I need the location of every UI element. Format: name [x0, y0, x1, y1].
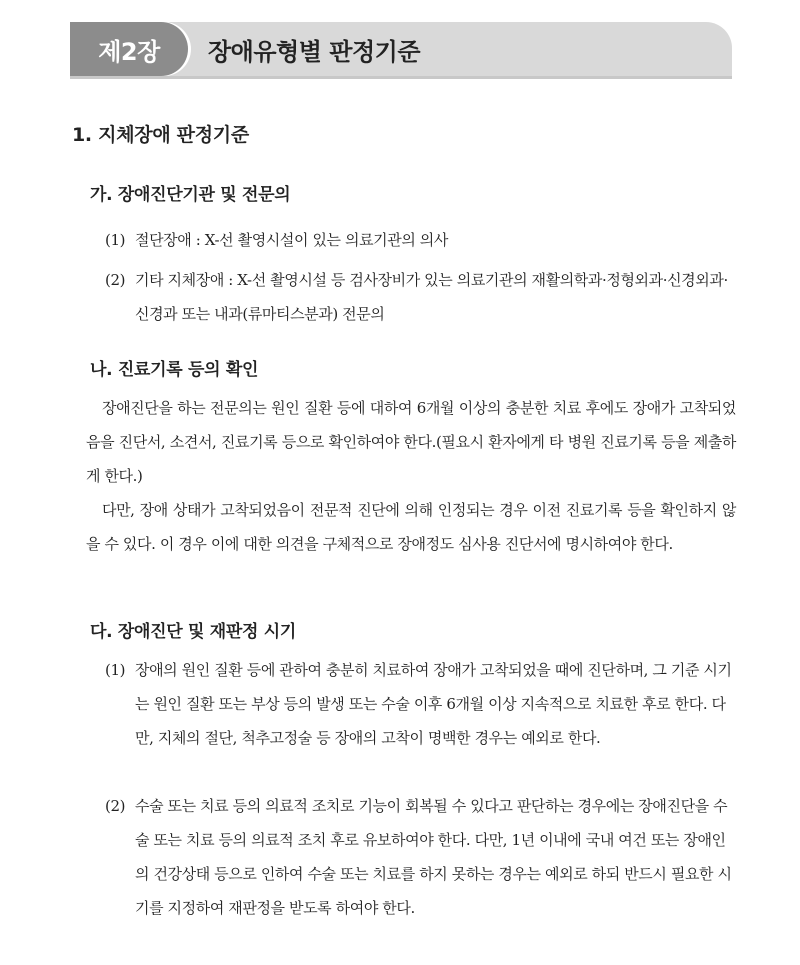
item-number: (1)	[105, 661, 126, 679]
chapter-title: 장애유형별 판정기준	[208, 37, 421, 66]
list-item	[105, 653, 735, 755]
subsection-title-da: 다. 장애진단 및 재판정 시기	[90, 622, 296, 642]
item-number: (1)	[105, 231, 126, 249]
subsection-title-na: 나. 진료기록 등의 확인	[90, 360, 259, 380]
list-item	[105, 789, 735, 925]
item-number: (2)	[105, 797, 126, 815]
section-title: 1. 지체장애 판정기준	[72, 124, 249, 146]
item-number: (2)	[105, 271, 126, 289]
paragraph: 장애진단을 하는 전문의는 원인 질환 등에 대하여 6개월 이상의 충분한 치료 후에도 장애가 고착되었음을 진단서, 소견서, 진료기록 등으로 확인하여야 한다.(필요시 환자에게 타 병원 진료기록 등을 제출하게 한다.)	[86, 399, 736, 485]
paragraph: 다만, 장애 상태가 고착되었음이 전문적 진단에 의해 인정되는 경우 이전 진료기록 등을 확인하지 않을 수 있다. 이 경우 이에 대한 의견을 구체적으로 장애정도 심사용 진단서에 명시하여야 한다.	[86, 501, 736, 553]
item-text: 기타 지체장애 : X-선 촬영시설 등 검사장비가 있는 의료기관의 재활의학과·정형외과·신경외과·신경과 또는 내과(류마티스분과) 전문의	[135, 271, 728, 323]
item-text: 절단장애 : X-선 촬영시설이 있는 의료기관의 의사	[135, 231, 448, 249]
item-text: 장애의 원인 질환 등에 관하여 충분히 치료하여 장애가 고착되었을 때에 진단하며, 그 기준 시기는 원인 질환 또는 부상 등의 발생 또는 수술 이후 6개월 이상 지속적으로 치료한 후로 한다. 다만, 지체의 절단, 척추고정술 등 장애의 고착이 명백한 경우는 예외로 한다.	[135, 661, 732, 747]
subsection-title-ga: 가. 장애진단기관 및 전문의	[90, 185, 291, 205]
list-item	[105, 263, 741, 331]
item-text: 수술 또는 치료 등의 의료적 조치로 기능이 회복될 수 있다고 판단하는 경우에는 장애진단을 수술 또는 치료 등의 의료적 조치 후로 유보하여야 한다. 다만, 1년 이내에 국내 여건 또는 장애인의 건강상태 등으로 인하여 수술 또는 치료를 하지 못하는 경우는 예외로 하되 반드시 필요한 시기를 지정하여 재판정을 받도록 하여야 한다.	[135, 797, 732, 917]
list-item	[105, 223, 735, 257]
chapter-header	[70, 22, 732, 79]
chapter-number-tab: 제2장	[70, 22, 188, 76]
